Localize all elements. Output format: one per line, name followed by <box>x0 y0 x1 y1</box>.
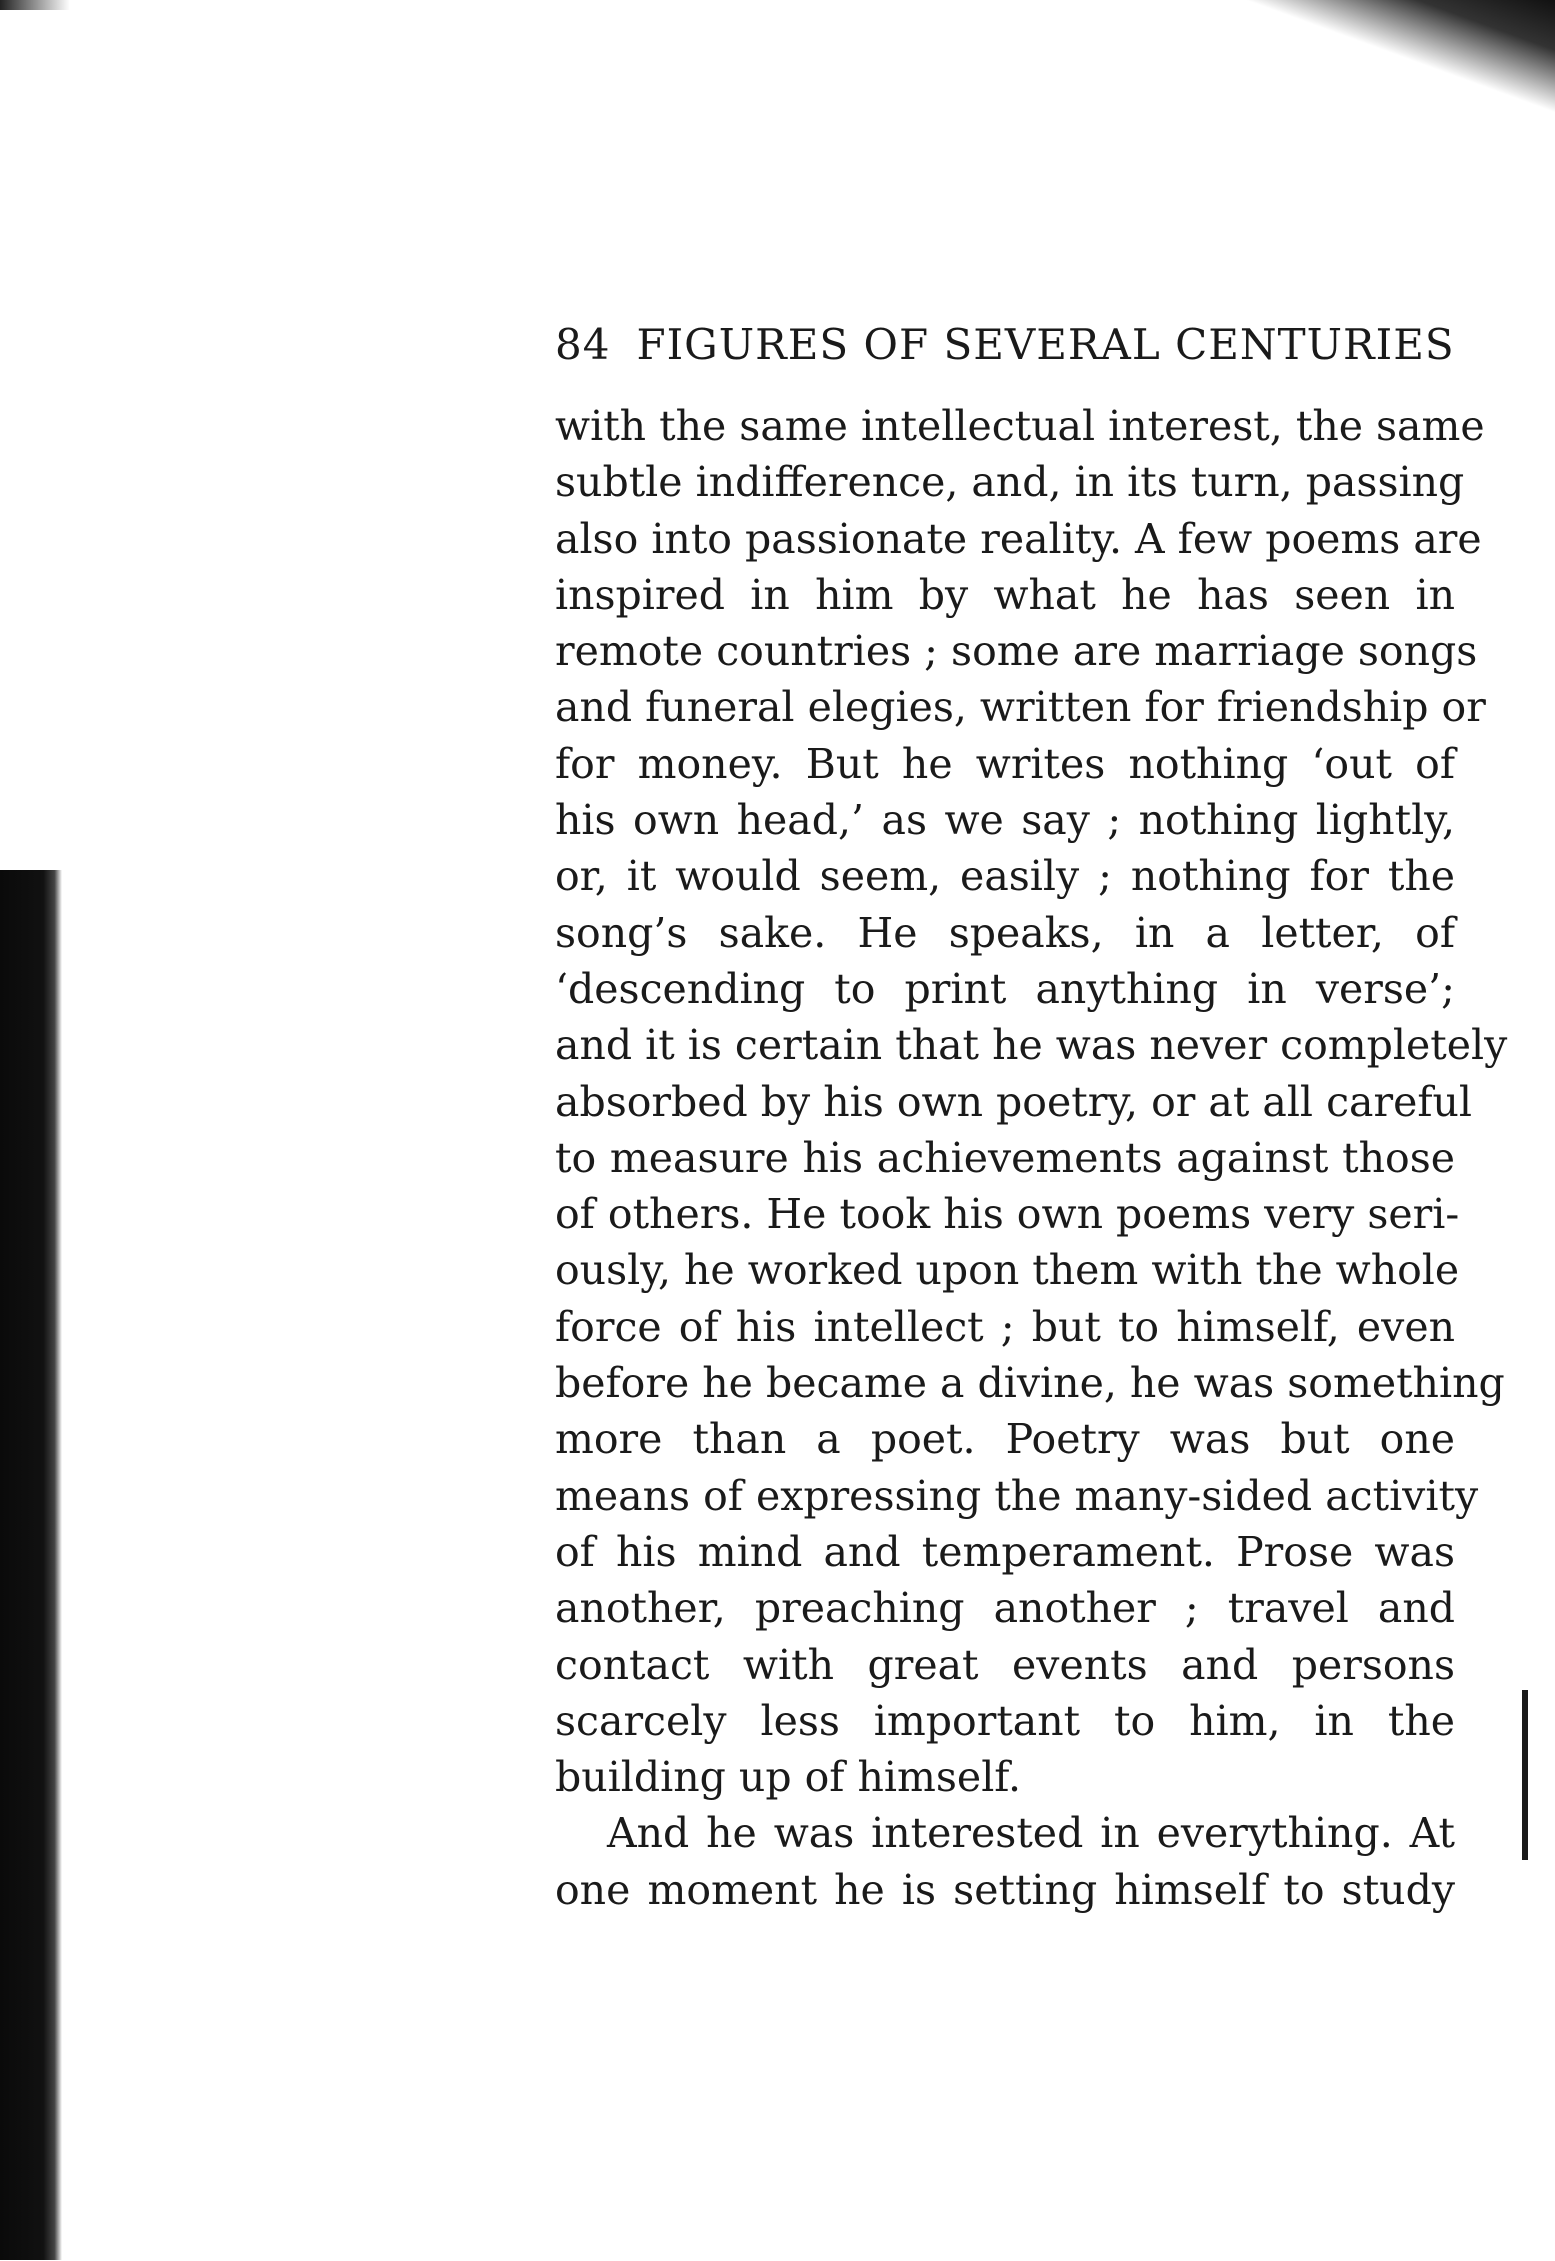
text-line: song’s sake. He speaks, in a letter, of <box>555 908 1455 957</box>
text-line: remote countries ; some are marriage songs <box>555 627 1478 676</box>
text-line: scarcely less important to him, in the <box>555 1696 1455 1745</box>
text-line: and funeral elegies, written for friendship or <box>555 683 1486 732</box>
text-line: of his mind and temperament. Prose was <box>555 1527 1455 1576</box>
text-line: to measure his achievements against those <box>555 1133 1455 1182</box>
text-line: or, it would seem, easily ; nothing for the <box>555 852 1455 901</box>
scan-shadow-left-edge <box>0 870 62 2260</box>
text-line: one moment he is setting himself to study <box>555 1865 1455 1914</box>
text-line: ‘descending to print anything in verse’; <box>555 964 1455 1013</box>
text-line: with the same intellectual interest, the same <box>555 402 1485 450</box>
text-line: of others. He took his own poems very seri- <box>555 1190 1460 1239</box>
text-line: and it is certain that he was never completely <box>555 1021 1508 1070</box>
book-page <box>555 320 1508 1918</box>
text-line: contact with great events and persons <box>555 1640 1455 1689</box>
text-line: another, preaching another ; travel and <box>555 1584 1455 1633</box>
text-line: absorbed by his own poetry, or at all careful <box>555 1077 1473 1126</box>
text-line: And he was interested in everything. At <box>607 1809 1455 1858</box>
scan-shadow-top-right <box>1225 0 1555 130</box>
scan-mark-right-margin <box>1522 1690 1528 1860</box>
text-line: also into passionate reality. A few poems are <box>555 514 1482 563</box>
text-line: for money. But he writes nothing ‘out of <box>555 739 1455 788</box>
running-title: FIGURES OF SEVERAL CENTURIES <box>636 320 1455 369</box>
text-line: building up of himself. <box>555 1753 1022 1802</box>
paragraph-2 <box>555 1805 1455 1918</box>
text-line: means of expressing the many-sided activity <box>555 1471 1479 1520</box>
running-header <box>555 320 1455 398</box>
page-number: 84 <box>555 320 611 369</box>
text-line: ously, he worked upon them with the whole <box>555 1246 1460 1295</box>
scan-shadow-top-left <box>0 0 70 10</box>
text-line: subtle indifference, and, in its turn, passing <box>555 458 1465 507</box>
paragraph-1 <box>555 398 1508 1805</box>
text-line: his own head,’ as we say ; nothing lightly, <box>555 796 1455 845</box>
text-line: more than a poet. Poetry was but one <box>555 1415 1455 1464</box>
text-line: force of his intellect ; but to himself, even <box>555 1302 1455 1351</box>
text-line: before he became a divine, he was something <box>555 1359 1505 1408</box>
text-line: inspired in him by what he has seen in <box>555 570 1455 619</box>
